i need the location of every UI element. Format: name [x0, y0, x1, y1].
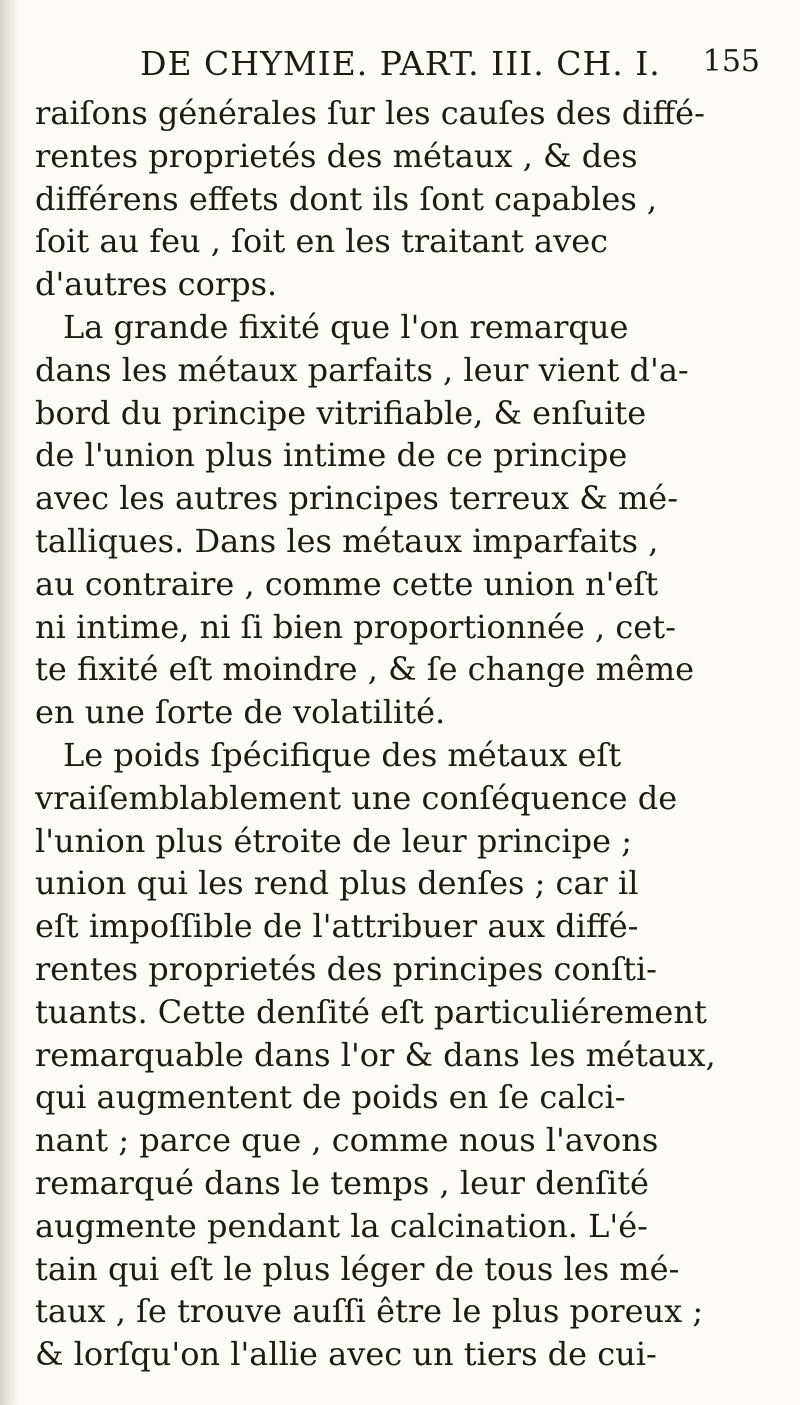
- text-line: qui augmentent de poids en ſe calci-: [35, 1078, 626, 1117]
- text-line: La grande fixité que l'on remarque: [63, 307, 629, 346]
- text-line: raiſons générales ſur les cauſes des diffé-: [35, 94, 705, 132]
- text-line: remarqué dans le temps , leur denſité: [35, 1163, 649, 1202]
- page-number: 155: [702, 44, 760, 79]
- page-header: [140, 44, 780, 94]
- text-line: avec les autres principes terreux & mé-: [35, 479, 679, 518]
- text-line: tuants. Cette denſité eſt particuliérement: [35, 992, 707, 1031]
- binding-shadow: [0, 0, 20, 1405]
- text-line: Le poids ſpécifique des métaux eſt: [63, 735, 622, 774]
- text-line: en une ſorte de volatilité.: [35, 693, 446, 732]
- text-line: te fixité eſt moindre , & ſe change même: [35, 650, 695, 689]
- text-line: ni intime, ni ſi bien proportionnée , cet-: [35, 607, 676, 646]
- text-line: au contraire , comme cette union n'eſt: [35, 564, 659, 603]
- text-line: rentes proprietés des principes conſti-: [35, 949, 657, 988]
- text-line: tain qui eſt le plus léger de tous les mé-: [35, 1249, 680, 1288]
- text-line: d'autres corps.: [35, 265, 278, 304]
- text-line: de l'union plus intime de ce principe: [35, 436, 628, 475]
- text-line: remarquable dans l'or & dans les métaux,: [35, 1035, 716, 1074]
- text-line: bord du principe vitrifiable, & enſuite: [35, 393, 647, 432]
- text-line: nant ; parce que , comme nous l'avons: [35, 1121, 659, 1160]
- body-text: [35, 92, 775, 1376]
- running-head: DE CHYMIE. PART. III. CH. I.: [140, 44, 661, 83]
- text-line: vraiſemblablement une conſéquence de: [35, 778, 678, 817]
- text-line: augmente pendant la calcination. L'é-: [35, 1206, 648, 1245]
- text-line: dans les métaux parfaits , leur vient d'a-: [35, 350, 689, 389]
- text-line: eſt impoſſible de l'attribuer aux diffé-: [35, 907, 639, 946]
- text-line: l'union plus étroite de leur principe ;: [35, 821, 633, 860]
- text-line: & lorſqu'on l'allie avec un tiers de cui-: [35, 1335, 657, 1374]
- text-line: union qui les rend plus denſes ; car il: [35, 864, 639, 903]
- text-line: talliques. Dans les métaux imparfaits ,: [35, 521, 659, 560]
- text-line: rentes proprietés des métaux , & des: [35, 136, 638, 175]
- text-line: différens effets dont ils ſont capables ,: [35, 179, 658, 218]
- text-line: taux , ſe trouve auſſi être le plus poreux ;: [35, 1292, 704, 1331]
- text-line: ſoit au feu , ſoit en les traitant avec: [35, 222, 609, 261]
